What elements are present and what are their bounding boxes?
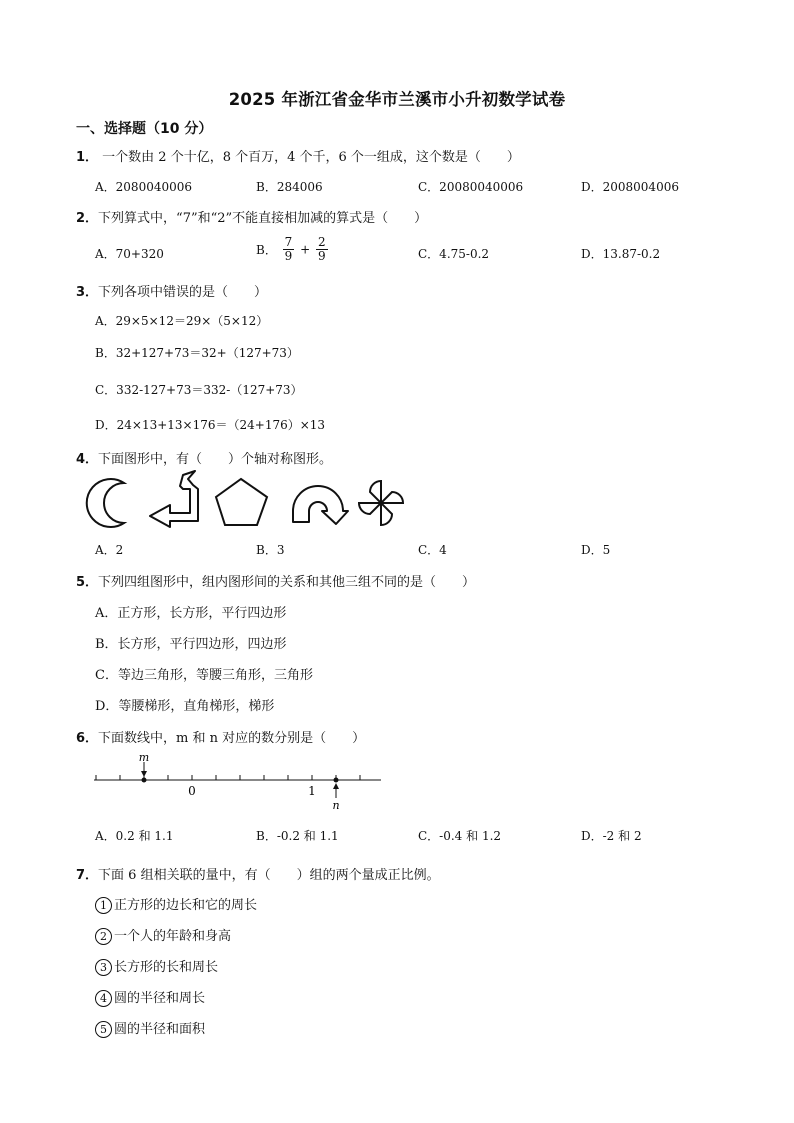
number-line-ticks [96,775,360,780]
circled-number: 1 [95,897,112,914]
arrowhead-n [333,783,339,789]
question-1-options [95,178,735,200]
circled-number: 2 [95,928,112,945]
option-c[interactable]: C．-0.4 和 1.2 [418,829,502,843]
question-6-options [95,827,735,849]
crescent-icon [87,479,124,527]
point-n [334,778,339,783]
question-4 [76,448,332,467]
question-1 [76,146,520,165]
label-one: 1 [308,784,316,798]
option-b[interactable]: B．-0.2 和 1.1 [256,829,339,843]
option-c[interactable]: C．332-127+73＝332-（127+73） [95,383,303,397]
question-text: 一个数由 2 个十亿，8 个百万，4 个千，6 个一组成，这个数是（ ） [98,150,520,165]
label-n: n [332,799,340,812]
label-m: m [138,751,150,764]
pinwheel-icon [359,481,403,525]
option-a[interactable]: A．2080040006 [95,180,193,194]
option-a[interactable]: A．2 [95,543,124,557]
list-item [95,894,257,914]
plus-sign: + [300,242,311,257]
item-text: 一个人的年龄和身高 [114,929,232,944]
pentagon-icon [216,479,267,525]
option-a[interactable]: A．0.2 和 1.1 [95,829,174,843]
question-text: 下面图形中，有（ ）个轴对称图形。 [98,452,333,467]
option-b[interactable]: B．3 [256,543,285,557]
question-text: 下面数线中，m 和 n 对应的数分别是（ ） [98,731,366,746]
question-number: 3． [76,285,99,300]
arrowhead-m [141,771,147,777]
question-number: 4． [76,452,99,467]
option-a[interactable]: A．70+320 [95,247,164,261]
option-b[interactable]: B．长方形，平行四边形，四边形 [95,637,287,652]
item-text: 长方形的长和周长 [114,960,219,975]
list-item [95,1018,205,1038]
list-item [95,925,231,945]
curved-arrow-icon [293,486,348,524]
list-item [95,956,218,976]
option-d[interactable]: D．等腰梯形，直角梯形，梯形 [95,699,275,714]
list-item [95,987,205,1007]
question-number: 7． [76,868,99,883]
circled-number: 4 [95,990,112,1007]
question-number: 6． [76,731,99,746]
point-m [142,778,147,783]
number-line [0,752,794,812]
item-text: 圆的半径和面积 [114,1022,206,1037]
option-d[interactable]: D．5 [581,543,611,557]
question-text: 下列算式中，“7”和“2”不能直接相加减的算式是（ ） [98,211,428,226]
question-number: 1． [76,150,99,165]
item-text: 圆的半径和周长 [114,991,206,1006]
fraction: $\frac{2}{9}$ [318,235,326,263]
option-b[interactable]: B．284006 [256,180,323,194]
option-c[interactable]: C．20080040006 [418,180,524,194]
item-text: 正方形的边长和它的周长 [114,898,258,913]
question-2-options [95,236,735,270]
question-number: 5． [76,575,99,590]
option-b[interactable]: B．32+127+73＝32+（127+73） [95,346,299,360]
question-number: 2． [76,211,99,226]
option-d[interactable]: D．-2 和 2 [581,829,642,843]
label-zero: 0 [188,784,196,798]
option-a[interactable]: A．正方形，长方形，平行四边形 [95,606,287,621]
option-d[interactable]: D．24×13+13×176＝（24+176）×13 [95,418,326,432]
option-d[interactable]: D．13.87-0.2 [581,247,661,261]
fraction: $\frac{7}{9}$ [284,235,293,263]
circled-number: 5 [95,1021,112,1038]
page-title: 2025 年浙江省金华市兰溪市小升初数学试卷 [228,90,566,109]
circled-number: 3 [95,959,112,976]
question-3 [76,281,267,300]
arrow-icon [150,471,198,527]
question-text: 下列各项中错误的是（ ） [98,285,268,300]
option-c[interactable]: C．等边三角形，等腰三角形，三角形 [95,668,313,683]
option-c[interactable]: C．4.75-0.2 [418,247,490,261]
question-6 [76,727,365,746]
option-a[interactable]: A．29×5×12＝29×（5×12） [95,314,269,328]
question-text: 下面 6 组相关联的量中，有（ ）组的两个量成正比例。 [98,868,440,883]
question-4-options [95,541,735,563]
question-7 [76,864,440,883]
option-d[interactable]: D．2008004006 [581,180,679,194]
option-c[interactable]: C．4 [418,543,447,557]
shapes-figure [0,475,794,535]
section-title: 一、选择题（10 分） [76,121,213,137]
question-2 [76,207,427,226]
question-text: 下列四组图形中，组内图形间的关系和其他三组不同的是（ ） [98,575,476,590]
question-5 [76,571,475,590]
option-b[interactable] [256,236,330,263]
option-b-label: B． [256,243,277,257]
